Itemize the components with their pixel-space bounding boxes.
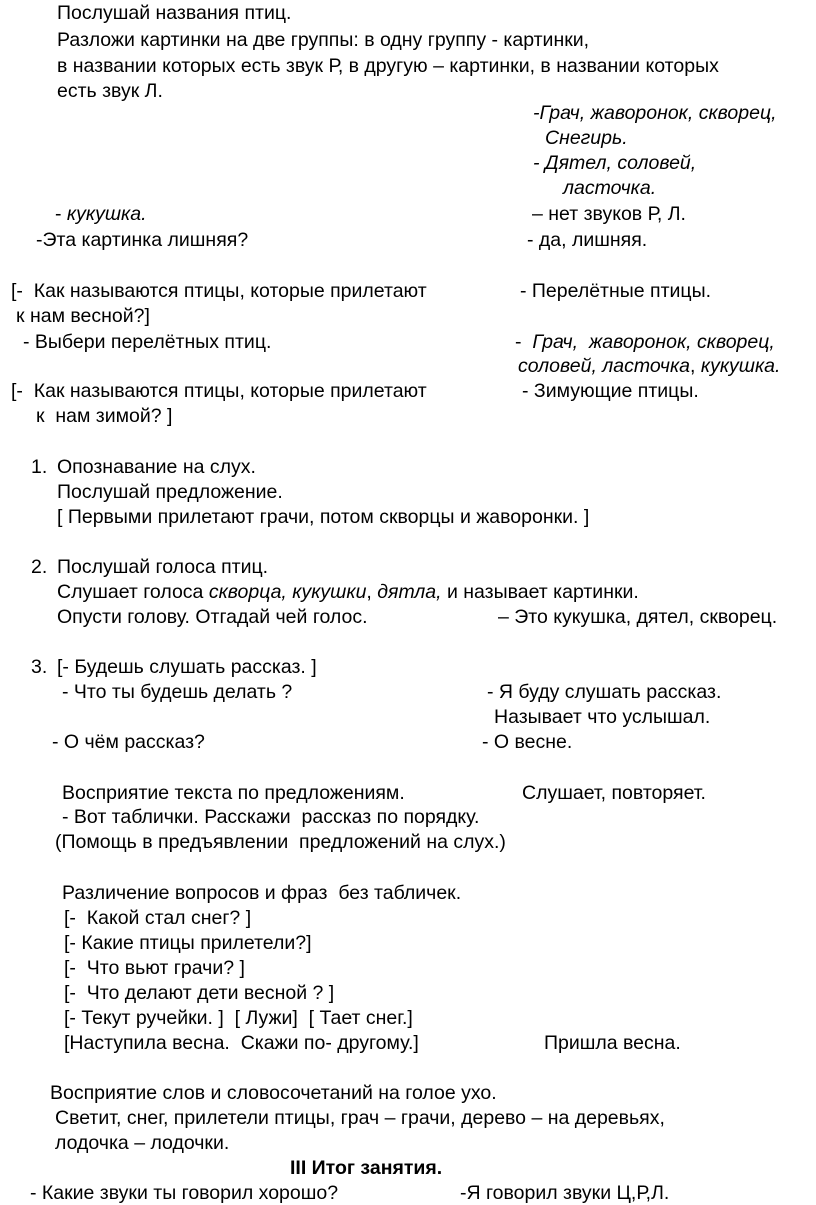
- answer-r-group-line1: -Грач, жаворонок, скворец,: [533, 102, 777, 124]
- wintering-answer: - Зимующие птицы.: [522, 380, 699, 402]
- odd-picture-question: -Эта картинка лишняя?: [36, 229, 249, 251]
- intro-listen: Послушай названия птиц.: [57, 2, 292, 24]
- odd-picture-answer: - да, лишняя.: [527, 229, 648, 251]
- summary-title: III Итог занятия.: [290, 1157, 443, 1179]
- item2-title: Послушай голоса птиц.: [57, 556, 269, 578]
- wintering-question-line2: к нам зимой? ]: [36, 405, 173, 427]
- distinction-question4: [- Что делают дети весной ? ]: [64, 982, 335, 1004]
- item3-question2: - О чём рассказ?: [52, 731, 205, 753]
- perception-heading: Восприятие текста по предложениям.: [62, 782, 405, 804]
- item3-answer2: - О весне.: [482, 731, 573, 753]
- migrants-question-line1: [- Как называются птицы, которые прилетают: [11, 280, 427, 302]
- cuckoo-word: кукушка.: [66, 203, 147, 225]
- item3-answer1-note: Называет что услышал.: [494, 706, 711, 728]
- item2-number: 2.: [31, 556, 48, 578]
- distinction-last-answer: Пришла весна.: [544, 1032, 681, 1054]
- answer-l-group-line1: - Дятел, соловей,: [533, 152, 697, 174]
- item2-desc-end: и называет картинки.: [441, 581, 639, 603]
- choose-migrants-answer-line1: [515, 333, 775, 353]
- distinction-phrases: [- Текут ручейки. ] [ Лужи] [ Тает снег.]: [64, 1007, 413, 1029]
- choose-migrants-birds3: кукушка.: [700, 355, 781, 377]
- answer-r-group-line2: Снегирь.: [545, 127, 628, 149]
- words-heading: Восприятие слов и словосочетаний на голое ухо.: [50, 1082, 497, 1104]
- item1-title: Опознавание на слух.: [57, 456, 256, 478]
- answer-l-group-line2: ласточка.: [563, 177, 657, 199]
- intro-sort-line2: в названии которых есть звук Р, в другую – картинки, в названии которых: [57, 55, 719, 77]
- item3-question1: - Что ты будешь делать ?: [62, 681, 293, 703]
- item1-sentence: [ Первыми прилетают грачи, потом скворцы и жаворонки. ]: [57, 506, 590, 528]
- item3-answer1: - Я буду слушать рассказ.: [487, 681, 722, 703]
- item2-desc-birds1: скворца, кукушки: [208, 581, 367, 603]
- item2-desc-comma: ,: [366, 581, 378, 603]
- choose-migrants-birds2: соловей, ласточка: [518, 355, 691, 377]
- no-sounds-answer: – нет звуков Р, Л.: [532, 203, 686, 225]
- item1-listen: Послушай предложение.: [57, 481, 283, 503]
- intro-sort-line3: есть звук Л.: [57, 80, 163, 102]
- item2-description: [57, 583, 639, 603]
- item1-number: 1.: [31, 456, 48, 478]
- distinction-heading: Различение вопросов и фраз без табличек.: [62, 882, 462, 904]
- words-line1: Светит, снег, прилетели птицы, грач – грачи, дерево – на деревьях,: [55, 1107, 665, 1129]
- perception-tablets: - Вот таблички. Расскажи рассказ по порядку.: [62, 806, 480, 828]
- cuckoo-dash: -: [55, 203, 67, 225]
- migrants-answer: - Перелётные птицы.: [520, 280, 712, 302]
- cuckoo-line: [55, 205, 147, 225]
- distinction-last-phrase: [Наступила весна. Скажи по- другому.]: [64, 1032, 419, 1054]
- summary-answer: -Я говорил звуки Ц,Р,Л.: [460, 1182, 670, 1204]
- item3-number: 3.: [31, 656, 48, 678]
- choose-migrants-question: - Выбери перелётных птиц.: [23, 331, 272, 353]
- intro-sort-line1: Разложи картинки на две группы: в одну группу - картинки,: [57, 29, 590, 51]
- choose-migrants-answer-line2: [518, 357, 780, 377]
- migrants-question-line2: к нам весной?]: [16, 305, 150, 327]
- choose-migrants-dash: -: [515, 331, 533, 353]
- item2-instruction: Опусти голову. Отгадай чей голос.: [57, 606, 368, 628]
- choose-migrants-birds1: Грач, жаворонок, скворец,: [532, 331, 775, 353]
- distinction-question1: [- Какой стал снег? ]: [64, 907, 252, 929]
- item2-desc-start: Слушает голоса: [57, 581, 209, 603]
- wintering-question-line1: [- Как называются птицы, которые прилетают: [11, 380, 427, 402]
- summary-question: - Какие звуки ты говорил хорошо?: [30, 1182, 339, 1204]
- distinction-question2: [- Какие птицы прилетели?]: [64, 932, 312, 954]
- item3-title: [- Будешь слушать рассказ. ]: [57, 656, 317, 678]
- distinction-question3: [- Что вьют грачи? ]: [64, 957, 245, 979]
- item2-desc-birds2: дятла,: [377, 581, 442, 603]
- perception-help: (Помощь в предъявлении предложений на слух.): [55, 831, 506, 853]
- perception-action: Слушает, повторяет.: [522, 782, 706, 804]
- choose-migrants-comma: ,: [690, 355, 701, 377]
- item2-answer: – Это кукушка, дятел, скворец.: [498, 606, 778, 628]
- words-line2: лодочка – лодочки.: [55, 1132, 230, 1154]
